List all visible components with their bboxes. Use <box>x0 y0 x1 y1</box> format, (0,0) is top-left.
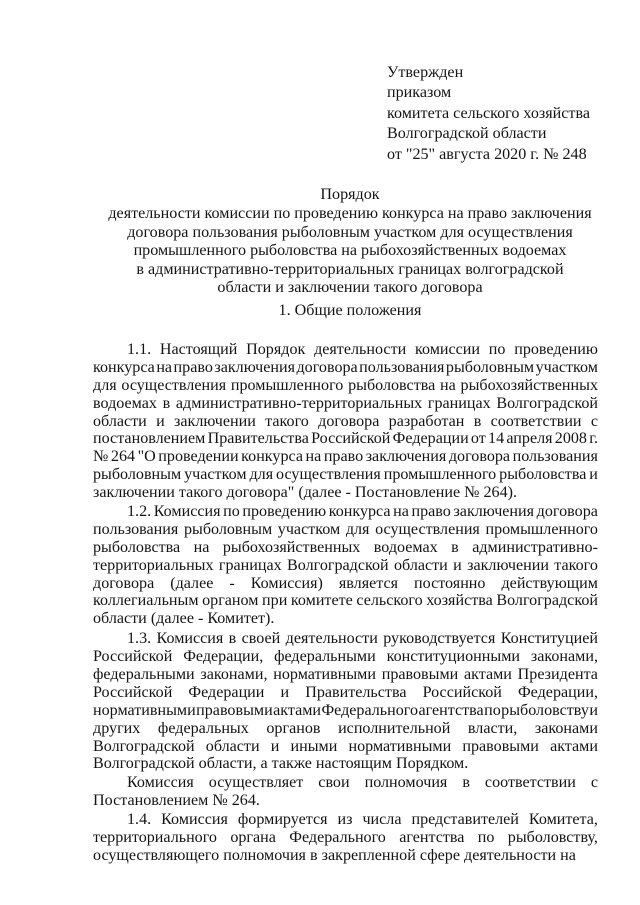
document-title: Порядок <box>320 186 380 203</box>
word: конкурса <box>241 448 303 466</box>
word: Порядок <box>246 341 306 358</box>
word: на <box>393 503 409 521</box>
paragraph-1-2 <box>93 503 598 628</box>
word: руководствуется <box>383 630 496 648</box>
word: административно- <box>472 538 598 556</box>
word: 1.1. <box>127 341 152 358</box>
word: Постановлением № 264. <box>93 792 260 810</box>
word: нормативными <box>273 666 376 684</box>
paragraph-line <box>93 720 598 738</box>
word: законами, <box>200 666 268 684</box>
word: власти, <box>467 719 518 737</box>
word: промышленного <box>485 520 598 538</box>
paragraph-line <box>93 521 598 539</box>
word: на <box>560 846 576 864</box>
word: в <box>462 774 470 792</box>
word: постоянно <box>414 574 486 592</box>
word: иными <box>290 737 338 755</box>
word: заключении <box>467 556 549 574</box>
word: конкурса <box>328 503 391 521</box>
word: осуществляющего <box>93 846 220 864</box>
document-title-block <box>80 186 620 297</box>
word: такого <box>554 556 598 574</box>
word: комитете <box>290 592 353 610</box>
word: пользования <box>93 520 179 538</box>
word: осуществляет <box>208 774 304 792</box>
paragraph-line <box>93 503 598 521</box>
word: договора <box>93 574 155 592</box>
word: Волгоградской <box>93 737 195 755</box>
paragraph-line <box>93 738 598 756</box>
word: правовыми <box>381 666 459 684</box>
word: 1.3. <box>127 630 152 648</box>
word: заключении <box>174 412 256 430</box>
word: на <box>440 376 456 394</box>
word: области <box>93 412 147 430</box>
paragraph-line <box>93 811 598 829</box>
word: при <box>262 592 288 610</box>
word: промышленного <box>230 376 344 394</box>
word: и <box>156 412 165 430</box>
word: федеральными <box>274 648 376 666</box>
word: хозяйства <box>426 592 493 610</box>
document-body <box>93 341 598 865</box>
word: в <box>162 394 171 412</box>
word: Правительства <box>305 683 407 701</box>
paragraph-line <box>93 395 598 413</box>
document-subtitle-line: промышленного рыболовства на рыбохозяйственных водоемах <box>133 242 567 260</box>
word: Волгоградской <box>287 556 389 574</box>
approval-line: Утвержден <box>387 64 464 81</box>
word: органов <box>266 719 321 737</box>
word: и <box>453 556 462 574</box>
word: участком <box>277 520 341 538</box>
word: рыболовства <box>93 538 181 556</box>
word: федеральными <box>93 666 195 684</box>
word: на <box>305 448 322 466</box>
word: участком <box>184 466 247 484</box>
document-subtitle-line: области и заключении такого договора <box>217 279 483 297</box>
word: право <box>323 448 364 466</box>
word: Федерации, <box>183 648 264 666</box>
word: договора <box>296 358 358 376</box>
word: промышленного <box>383 466 497 484</box>
paragraph-line <box>93 575 598 593</box>
word: г. <box>589 430 598 448</box>
approval-stamp-block <box>387 63 632 165</box>
paragraph-line <box>93 448 598 466</box>
word: Комитета, <box>528 811 598 829</box>
word: участком <box>535 358 598 376</box>
word: договора <box>448 448 511 466</box>
word: Федерации <box>188 683 265 701</box>
word: конкурса <box>93 358 155 376</box>
word: 14 <box>488 430 505 448</box>
paragraph-line <box>93 774 598 792</box>
word: с <box>590 774 598 792</box>
word: рыболовства <box>348 376 436 394</box>
word: рыболовства <box>499 466 587 484</box>
word: из <box>337 811 353 829</box>
word: Комиссия) <box>250 574 323 592</box>
word: апреля <box>506 430 553 448</box>
word: области (далее - Комитет). <box>93 610 275 628</box>
paragraph-1-4 <box>93 811 598 865</box>
word: деятельности <box>285 630 378 648</box>
paragraph-line <box>93 829 598 847</box>
word: проведению <box>242 503 327 521</box>
word: заключения <box>214 358 295 376</box>
word: (далее <box>170 574 214 592</box>
word: 1.4. <box>127 811 152 829</box>
paragraph-line <box>93 702 598 720</box>
word: формируется <box>237 811 328 829</box>
word: рыболовным <box>93 466 182 484</box>
word: договора <box>318 412 380 430</box>
word: и <box>589 466 598 484</box>
word: рыболовству, <box>507 829 598 847</box>
paragraph-line <box>93 847 598 865</box>
word: рыболовству <box>501 701 589 719</box>
word: деятельности <box>464 846 557 864</box>
word: агентства <box>418 701 484 719</box>
paragraph-1-3b <box>93 774 598 810</box>
word: рыболовным <box>445 358 535 376</box>
word: актами <box>464 666 512 684</box>
word: нормативными <box>348 737 452 755</box>
word: деятельности <box>314 341 407 358</box>
paragraph-line <box>93 792 598 810</box>
paragraph-line <box>93 466 598 484</box>
word: договора <box>536 503 598 521</box>
word: Конституцией <box>500 630 598 648</box>
word: области <box>394 556 448 574</box>
word: пользования <box>512 448 598 466</box>
paragraph-line <box>93 484 598 502</box>
word: органа <box>230 829 276 847</box>
paragraph-line <box>93 592 598 610</box>
word: в <box>473 412 482 430</box>
word: исполнительной <box>338 719 451 737</box>
word: соответствии <box>484 774 576 792</box>
word: осуществления <box>121 376 227 394</box>
word: Комиссия <box>127 774 194 792</box>
paragraph-1-1 <box>93 341 598 502</box>
word: Федерального <box>321 701 419 719</box>
word: по <box>223 503 240 521</box>
word: и <box>270 737 280 755</box>
word: Российской <box>93 683 173 701</box>
paragraph-line <box>93 557 598 575</box>
word: границах <box>218 556 282 574</box>
word: и <box>589 701 598 719</box>
paragraph-line <box>93 377 598 395</box>
word: для <box>249 466 274 484</box>
word: Настоящий <box>159 341 238 358</box>
word: в <box>228 630 237 648</box>
word: Комиссия <box>161 811 228 829</box>
word: от <box>470 430 486 448</box>
approval-line: комитета сельского хозяйства <box>387 104 590 122</box>
word: законами, <box>530 648 598 666</box>
word: комиссии <box>414 341 481 358</box>
paragraph-line <box>93 359 598 377</box>
word: Комиссия <box>153 503 221 521</box>
paragraph-line <box>93 413 598 431</box>
word: 264 <box>110 448 136 466</box>
section-heading: 1. Общие положения <box>278 302 422 319</box>
word: Федерации, <box>517 683 598 701</box>
word: осуществления <box>375 520 480 538</box>
paragraph-line <box>93 684 598 702</box>
word: территориальных <box>93 556 214 574</box>
word: на <box>156 358 173 376</box>
word: по <box>488 341 506 358</box>
word: числа <box>362 811 402 829</box>
word: заключении такого договора" (далее - Постановление № 264). <box>93 484 518 502</box>
word: Федерации <box>392 430 469 448</box>
paragraph-line <box>93 539 598 557</box>
word: свои <box>318 774 350 792</box>
word: законами <box>534 719 598 737</box>
word: Российской <box>93 648 173 666</box>
word: нормативными <box>93 701 196 719</box>
word: водоемах <box>373 538 438 556</box>
word: закрепленной <box>321 846 416 864</box>
word: постановлением <box>93 430 206 448</box>
word: правовыми <box>462 737 539 755</box>
word: действующим <box>501 574 598 592</box>
word: для <box>345 520 370 538</box>
word: органом <box>202 592 259 610</box>
word: Волгоградской <box>496 394 598 412</box>
word: является <box>338 574 399 592</box>
word: полномочия <box>364 774 448 792</box>
document-subtitle-line: деятельности комиссии по проведению конкурса на право заключения <box>108 205 592 223</box>
word: - <box>229 574 235 592</box>
word: по <box>484 701 501 719</box>
word: рыболовным <box>183 520 273 538</box>
paragraph-line <box>93 341 598 359</box>
word: актами <box>273 701 322 719</box>
word: правовыми <box>196 701 273 719</box>
word: № <box>93 448 109 466</box>
word: проведению <box>514 341 598 358</box>
word: границах <box>427 394 491 412</box>
paragraph-line <box>93 610 598 628</box>
word: заключения <box>365 448 447 466</box>
word: Российской <box>422 683 502 701</box>
paragraph-line <box>93 755 598 773</box>
word: проведении <box>158 448 239 466</box>
word: на <box>193 538 210 556</box>
word: Волгоградской области, а также настоящим Порядком. <box>93 755 469 773</box>
word: административно-территориальных <box>175 394 423 412</box>
paragraph-1-3 <box>93 630 598 773</box>
word: рыбохозяйственных <box>222 538 361 556</box>
word: по <box>477 829 495 847</box>
paragraph-line <box>93 648 598 666</box>
word: право <box>411 503 451 521</box>
approval-line: от "25" августа 2020 г. № 248 <box>387 145 587 163</box>
word: федеральных <box>157 719 249 737</box>
word: разработан <box>388 412 465 430</box>
word: Президента <box>517 666 598 684</box>
word: своей <box>241 630 281 648</box>
word: "О <box>137 448 156 466</box>
word: других <box>93 719 141 737</box>
word: осуществления <box>276 466 381 484</box>
word: в <box>451 538 459 556</box>
word: территориального <box>93 829 217 847</box>
word: для <box>93 376 117 394</box>
paragraph-line <box>93 630 598 648</box>
word: области <box>205 737 260 755</box>
word: 1.2. <box>127 503 152 521</box>
word: право <box>173 358 213 376</box>
word: соответствии <box>490 412 582 430</box>
word: и <box>280 683 290 701</box>
word: в <box>310 846 318 864</box>
paragraph-line <box>93 430 598 448</box>
word: 2008 <box>554 430 587 448</box>
word: Волгоградской <box>496 592 598 610</box>
document-subtitle-line: договора пользования рыболовным участком для осуществления <box>127 223 573 241</box>
word: такого <box>265 412 309 430</box>
word: Правительства <box>207 430 309 448</box>
document-subtitle-line: в административно-территориальных границах волгоградской <box>136 260 564 278</box>
word: конституционными <box>386 648 520 666</box>
word: сфере <box>419 846 460 864</box>
word: полномочия <box>223 846 306 864</box>
word: Российской <box>311 430 391 448</box>
word: заключения <box>453 503 535 521</box>
word: рыбохозяйственных <box>460 376 598 394</box>
word: представителей <box>411 811 519 829</box>
word: Комиссия <box>156 630 224 648</box>
approval-line: Волгоградской области <box>387 125 547 143</box>
word: Федерального <box>289 829 386 847</box>
paragraph-line <box>93 666 598 684</box>
word: с <box>590 412 598 430</box>
word: актами <box>550 737 598 755</box>
word: пользования <box>359 358 445 376</box>
word: сельского <box>356 592 423 610</box>
word: коллегиальным <box>93 592 199 610</box>
approval-line: приказом <box>387 84 452 102</box>
word: агентства <box>399 829 465 847</box>
word: водоемах <box>93 394 157 412</box>
